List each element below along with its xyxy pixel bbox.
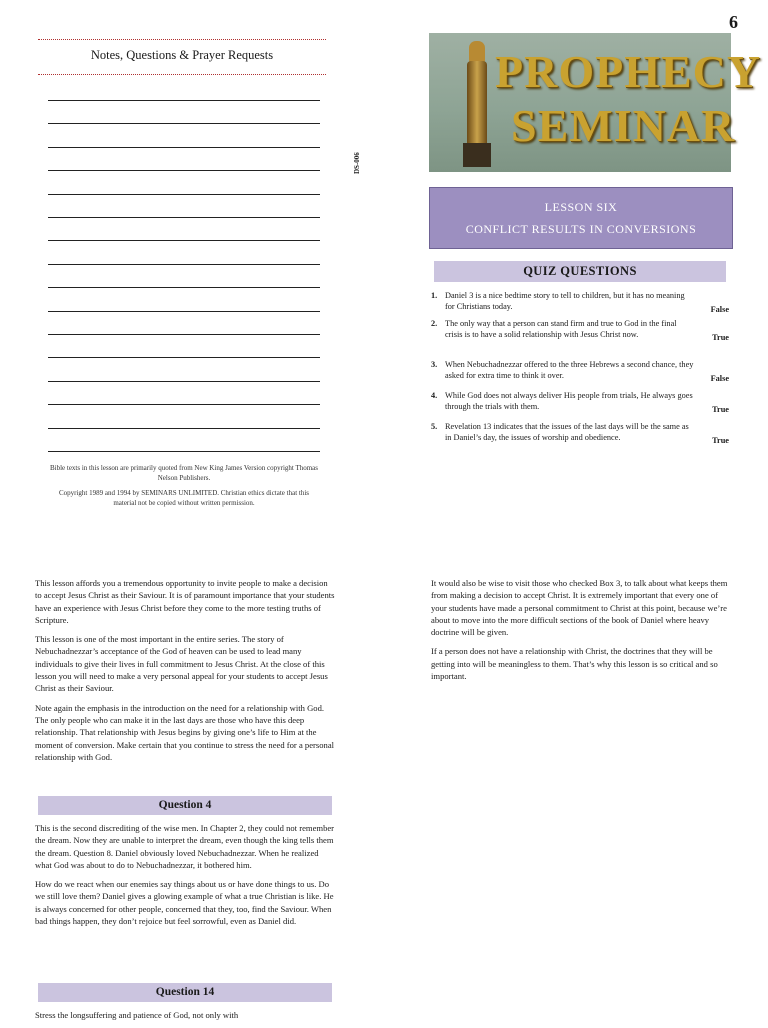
intro-paragraph: Note again the emphasis in the introduction on the need for a relationship with God. The only people who can make it in the last days are those who have this deep relationship. That relationship with Jesus begins by giving one’s life to Him at the moment of conversion. Make certain that you continue to stress the need for a personal relationship with God. <box>35 702 335 762</box>
quiz-question: Revelation 13 indicates that the issues of the last days will be the same as in Daniel’s day, the issues of worship and obedience. <box>445 422 689 442</box>
quiz-item <box>431 318 731 340</box>
question-4-heading: Question 4 <box>38 796 332 815</box>
quiz-question: The only way that a person can stand firm and true to God in the final crisis is to have a solid relationship with Jesus Christ now. <box>445 319 677 339</box>
lesson-number: LESSON SIX <box>544 200 618 214</box>
quiz-number: 1. <box>431 291 438 300</box>
quiz-answer: True <box>712 436 729 445</box>
quiz-answer: True <box>712 333 729 342</box>
writing-line <box>48 123 320 124</box>
banner-title-line1: PROPHECY <box>495 46 762 97</box>
question-14-text <box>35 1009 335 1028</box>
statue-base <box>463 143 491 167</box>
writing-line <box>48 147 320 148</box>
quiz-number: 4. <box>431 391 438 400</box>
notes-top-rule <box>38 39 326 40</box>
writing-line <box>48 217 320 218</box>
quiz-item <box>431 390 731 412</box>
writing-line <box>48 428 320 429</box>
quiz-number: 5. <box>431 422 438 431</box>
banner-title-line2: SEMINAR <box>511 100 736 151</box>
prophecy-seminar-banner <box>429 33 762 172</box>
writing-line <box>48 404 320 405</box>
question-4-paragraph: How do we react when our enemies say things about us or have done things to us. Do we still love them? Daniel gives a glowing example of what a true Christian is like. He is always concerned for other people, concerned that they, too, find the Saviour. When bad things happen, they don’t rejoice but feel sorrowful, even as Daniel did. <box>35 879 334 927</box>
writing-line <box>48 287 320 288</box>
writing-line <box>48 357 320 358</box>
quiz-question: While God does not always deliver His people from trials, He always goes through the trials with them. <box>445 391 693 411</box>
notes-title: Notes, Questions & Prayer Requests <box>90 48 274 62</box>
question-4-paragraph: This is the second discrediting of the wise men. In Chapter 2, they could not remember the dream. Now they are unable to interpret the dream, even though the king tells them the dream. Question 8. Daniel obviously loved Nebuchadnezzar. When he realized what God was about to do to Nebuchadnezzar, it bothered him. <box>35 823 335 870</box>
statue-icon <box>469 41 485 63</box>
lesson-title-box <box>429 187 733 249</box>
writing-line <box>48 170 320 171</box>
writing-line <box>48 334 320 335</box>
quiz-item <box>431 421 731 443</box>
quiz-answer: False <box>710 374 729 383</box>
notes-title-rule <box>38 74 326 75</box>
right-paragraph: If a person does not have a relationship with Christ, the doctrines that they will be getting into will be meaningless to them. That’s why this lesson is so critical and so important. <box>431 646 718 682</box>
intro-paragraph: This lesson is one of the most important in the entire series. The story of Nebuchadnezzar’s acceptance of the God of heaven can be used to lead many individuals to give their lives in full commitment to Jesus Christ. At the close of this lesson you will need to make a very personal appeal for your students to accept Jesus Christ as their Saviour. <box>35 634 328 694</box>
lesson-title: CONFLICT RESULTS IN CONVERSIONS <box>465 222 697 236</box>
question-14-heading: Question 14 <box>38 983 332 1002</box>
writing-line <box>48 194 320 195</box>
left-intro-text <box>35 577 335 770</box>
quiz-number: 3. <box>431 360 438 369</box>
question-4-text <box>35 822 335 934</box>
writing-line <box>48 100 320 101</box>
copyright-notice: Copyright 1989 and 1994 by SEMINARS UNLIMITED. Christian ethics dictate that this material not be copied without written permission. <box>58 489 310 507</box>
intro-paragraph: This lesson affords you a tremendous opportunity to invite people to make a decision to accept Jesus Christ as their Saviour. It is of paramount importance that your students have an experience with Jesus Christ before they come to the more testing truths of Scripture. <box>35 578 335 625</box>
page-number: 6 <box>729 12 738 32</box>
quiz-item <box>431 290 731 312</box>
bible-text-credit: Bible texts in this lesson are primarily quoted from New King James Version copyright Thomas Nelson Publishers. <box>49 464 319 482</box>
writing-line <box>48 240 320 241</box>
writing-line <box>48 381 320 382</box>
writing-line <box>48 311 320 312</box>
quiz-answer: False <box>710 305 729 314</box>
question-14-paragraph: Stress the longsuffering and patience of God, not only with <box>35 1010 239 1020</box>
quiz-question: Daniel 3 is a nice bedtime story to tell to children, but it has no meaning for Christians today. <box>445 291 685 311</box>
quiz-number: 2. <box>431 319 438 328</box>
writing-line <box>48 264 320 265</box>
document-code: DS-006 <box>353 152 361 174</box>
right-paragraph: It would also be wise to visit those who checked Box 3, to talk about what keeps them from making a decision to accept Christ. It is extremely important that every one of your students have made a personal commitment to Christ at this point, because we’re about to move into the more difficult sections of the book of Daniel where heavy doctrine will be given. <box>431 578 728 638</box>
right-text-column <box>431 577 731 689</box>
quiz-answer: True <box>712 405 729 414</box>
quiz-question: When Nebuchadnezzar offered to the three Hebrews a second chance, they asked for extra time to think it over. <box>445 360 694 380</box>
statue-body <box>467 61 487 147</box>
quiz-heading: QUIZ QUESTIONS <box>434 261 726 282</box>
quiz-item <box>431 359 731 381</box>
writing-line <box>48 451 320 452</box>
